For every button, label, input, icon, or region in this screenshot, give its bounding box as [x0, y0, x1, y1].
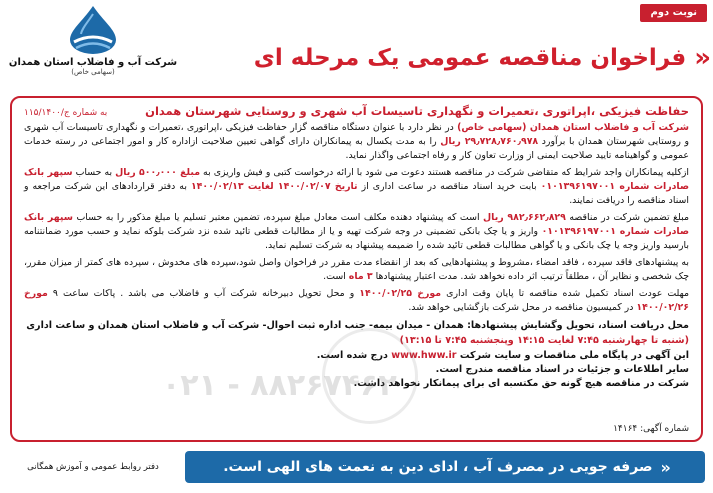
documents-text-3: بابت خرید اسناد مناقصه در ساعت اداری از [357, 181, 541, 192]
notice-subtitle: حفاظت فیزیکی ،اپراتوری ،تعمیرات و نگهداری تاسیسات آب شهری و روستایی شهرستان همدان [145, 104, 689, 118]
double-chevron-icon: « [694, 43, 705, 73]
phone-watermark: ۰۲۱ - ۸۸۲۶۷۴۶۲ [162, 368, 397, 403]
footer [8, 451, 705, 483]
page-title: فراخوان مناقصه عمومی یک مرحله ای [253, 45, 687, 71]
header [0, 0, 713, 90]
notice-box [10, 96, 703, 442]
pr-office: دفتر روابط عمومی و آموزش همگانی [27, 462, 159, 472]
paragraph-deadline [24, 287, 689, 315]
intro-text: در نظر دارد با عنوان دستگاه مناقصه گزار حفاظت فیزیکی ،اپراتوری ،تعمیرات و نگهداری تاسیسات آب شهری و روستایی شهرستان همدان با برآورد [24, 122, 689, 147]
guarantee-bank-account: سپهر بانک صادرات شماره ۰۱۰۱۳۹۶۱۹۷۰۰۱ [24, 212, 690, 237]
paragraph-guarantee [24, 211, 689, 253]
ad-number: شماره آگهی: ۱۴۱۶۴ [613, 424, 689, 434]
reference-number: به شماره ج/۱۱۵/۱۴۰۰ [24, 108, 108, 118]
contact-address: محل دریافت اسناد، تحویل وگشایش پیشنهادها: همدان - میدان بیمه- جنب اداره ثبت احوال- شرکت آب و فاضلاب استان همدان و ساعت اداری [26, 320, 689, 331]
deadline-text-3: در کمیسیون مناقصه در محل شرکت بازگشایی خواهد شد. [408, 302, 637, 313]
intro-text-end: را به مدت یکسال به پیمانکاران دارای گواهی تعیین صلاحیت ازاداره کار و امور اجتماعی در رسته خدمات عمومی و گواهینامه تایید صلاحیت ایمنی از وزارت تعاون کار و رفاه اجتماعی واگذار نماید. [24, 136, 689, 161]
title-row [195, 38, 705, 78]
purchase-dates: تاریخ ۱۴۰۰/۰۲/۰۷ لغایت ۱۴۰۰/۰۲/۱۳ [190, 181, 358, 192]
website-link[interactable]: www.hww.ir [391, 350, 457, 361]
water-drop-logo-icon [62, 4, 124, 56]
footer-banner [185, 451, 705, 483]
documents-text-2: به حساب [72, 167, 116, 178]
documents-text-4: به دفتر قراردادهای این شرکت مراجعه و اسناد مناقصه را دریافت نمایند. [24, 181, 689, 206]
note-rights: شرکت در مناقصه هیچ گونه حق مکتسبه ای برای پیمانکار نخواهد داشت. [353, 378, 689, 389]
documents-text: ازکلیه پیمانکاران واجد شرایط که متقاضی شرکت در مناقصه هستند دعوت می شود با ارائه درخواست کتبی و فیش واریزی به [200, 167, 689, 178]
opening-date: مورخ ۱۴۰۰/۰۲/۲۶ [24, 288, 689, 313]
company-highlight: شرکت آب و فاضلاب استان همدان (سهامی خاص) [457, 122, 689, 133]
paragraph-conditions [24, 256, 689, 284]
fee-amount: مبلغ ۵۰۰٫۰۰۰ ریال [115, 167, 201, 178]
submission-date: مورخ ۱۴۰۰/۰۲/۲۵ [359, 288, 442, 299]
footer-chevron-icon: « [660, 457, 667, 477]
conditions-text: به پیشنهادهای فاقد سپرده ، فاقد امضاء ،مشروط و پیشنهادهایی که بعد از انقضاء مدت مقرر در فراخوان واصل شود،سپرده های مخدوش ، سپرده های کمتر از میزان مقرر، چک شخصی و نظایر آن ، مطلقاً ترتیب اثر داده نخواهد شد. مدت اعتبار پیشنهادها [24, 257, 689, 282]
footer-message: صرفه جویی در مصرف آب ، ادای دین به نعمت های الهی است. [223, 459, 653, 475]
company-logo [8, 4, 178, 88]
validity-period: ۳ ماه [348, 271, 373, 282]
notice-heading [24, 104, 689, 118]
round-badge: نوبت دوم [640, 4, 707, 22]
guarantee-text-3: واریز و یا چک بانکی تضمینی در وجه شرکت تهیه و یا از مطالبات قطعی تائید شده نزد شرکت بلوکه نماید و حسب مورد ضمانتنامه بارسید واریز وجه یا چک بانکی و یا گواهی مطالبات قطعی تائید شده را ضمیمه پیشنهاد به شرکت تسلیم نماید. [24, 226, 689, 251]
guarantee-text: مبلغ تضمین شرکت در مناقصه [565, 212, 690, 223]
deadline-text: مهلت عودت اسناد تکمیل شده مناقصه تا پایان وقت اداری [441, 288, 690, 299]
office-hours: (شنبه تا چهارشنبه ۷:۴۵ لغایت ۱۴:۱۵ وپنجشنبه ۷:۴۵ تا ۱۳:۱۵) [399, 334, 689, 346]
note-details: سایر اطلاعات و جزئیات در اسناد مناقصه مندرج است. [435, 364, 689, 375]
bank-account: سپهر بانک صادرات شماره ۰۱۰۱۳۹۶۱۹۷۰۰۱ [24, 167, 690, 192]
conditions-text-end: است. [323, 271, 349, 282]
note-website-text: این آگهی در پایگاه ملی مناقصات و سایت شرکت [456, 350, 689, 361]
paragraph-intro [24, 121, 689, 163]
paragraph-documents [24, 166, 689, 208]
estimate-amount: ۲۹٫۷۲۸٫۷۶۰٫۹۷۸ ریال [440, 136, 539, 147]
note-website-end: درج شده است. [316, 350, 392, 361]
guarantee-text-2: است که پیشنهاد دهنده مکلف است معادل مبلغ سپرده، تضمین معتبر تسلیم یا مبلغ مذکور را به حساب [72, 212, 484, 223]
deadline-text-2: و محل تحویل دبیرخانه شرکت آب و فاضلاب می باشد . پاکات ساعت ۹ [47, 288, 360, 299]
guarantee-amount: ۹۸۲٫۶۶۲٫۸۲۹ ریال [483, 212, 566, 223]
company-name: شرکت آب و فاضلاب استان همدان [8, 57, 178, 68]
company-type: (سهامی خاص) [71, 68, 115, 76]
